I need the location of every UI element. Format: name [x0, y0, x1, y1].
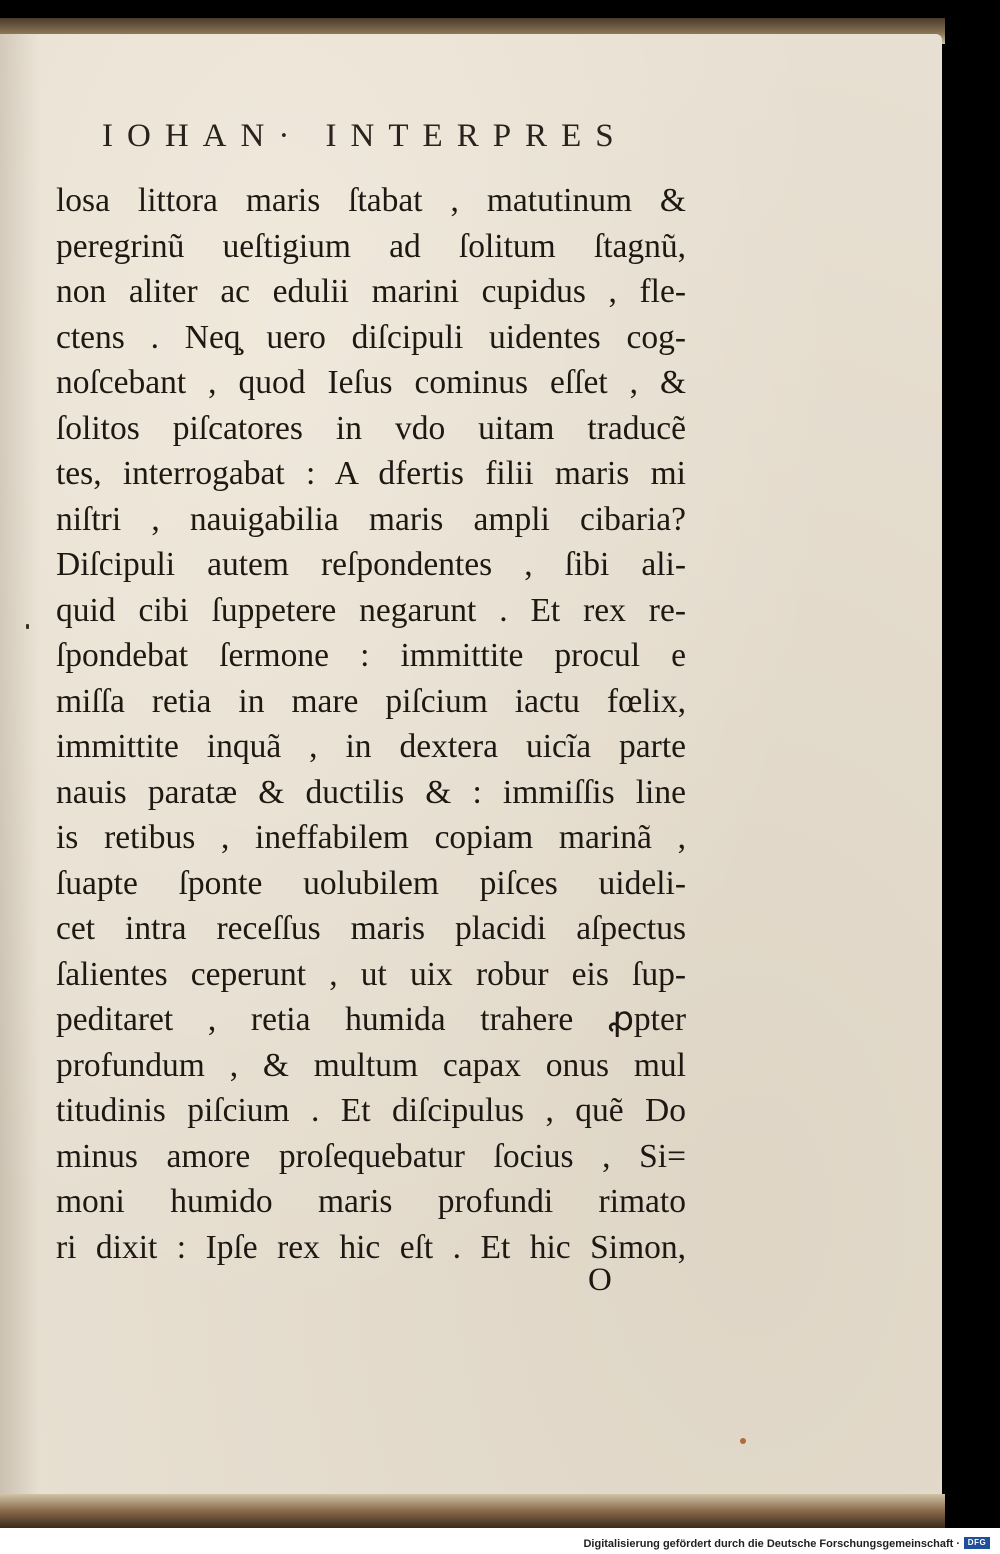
text-line: Diſcipuli autem reſpondentes , ſibi ali- — [56, 546, 686, 583]
text-line: is retibus , ineffabilem copiam marinã , — [56, 819, 686, 856]
page-edge-bottom — [0, 1494, 945, 1528]
text-block — [56, 178, 686, 1270]
text-line: non aliter ac edulii marini cupidus , fle- — [56, 273, 686, 310]
digitization-credit: Digitalisierung gefördert durch die Deutsche Forschungsgemeinschaft · — [583, 1538, 960, 1550]
text-line: niſtri , nauigabilia maris ampli cibaria? — [56, 500, 686, 538]
text-line: tes, interrogabat : A dfertis filii maris mi — [56, 455, 686, 492]
text-line: immittite inquã , in dextera uicĩa parte — [56, 728, 686, 765]
text-line: ri dixit : Ipſe rex hic eſt . Et hic Simon, — [56, 1228, 686, 1266]
text-line: noſcebant , quod Ieſus cominus eſſet , & — [56, 364, 686, 401]
text-line: ctens . Neq̧ uero diſcipuli uidentes cog- — [56, 318, 686, 356]
text-line: quid cibi ſuppetere negarunt . Et rex re- — [56, 591, 686, 629]
text-line: peditaret , retia humida trahere ꝓpter — [56, 1001, 686, 1038]
text-line: profundum , & multum capax onus mul — [56, 1046, 686, 1084]
text-line: losa littora maris ſtabat , matutinum & — [56, 182, 686, 219]
text-line: ſolitos piſcatores in vdo uitam traducẽ — [56, 409, 686, 447]
text-line: moni humido maris profundi rimato — [56, 1183, 686, 1220]
text-line: titudinis piſcium . Et diſcipulus , quẽ Do — [56, 1092, 686, 1129]
text-line: miſſa retia in mare piſcium iactu fœlix, — [56, 682, 686, 720]
text-line: minus amore proſequebatur ſocius , Si= — [56, 1137, 686, 1175]
paper-speck — [26, 624, 29, 629]
dfg-logo-icon: DFG — [964, 1537, 990, 1549]
text-line: ſuapte ſponte uolubilem piſces uideli- — [56, 864, 686, 902]
signature-mark: O — [588, 1262, 612, 1298]
paper-speck — [740, 1438, 746, 1444]
text-line: ſalientes ceperunt , ut uix robur eis ſup- — [56, 955, 686, 993]
text-line: peregrinũ ueſtigium ad ſolitum ſtagnũ, — [56, 227, 686, 265]
text-line: cet intra receſſus maris placidi aſpectus — [56, 910, 686, 947]
text-line: nauis paratæ & ductilis & : immiſſis line — [56, 773, 686, 811]
running-head: IOHAN· INTERPRES — [102, 118, 628, 154]
text-line: ſpondebat ſermone : immittite procul e — [56, 637, 686, 674]
